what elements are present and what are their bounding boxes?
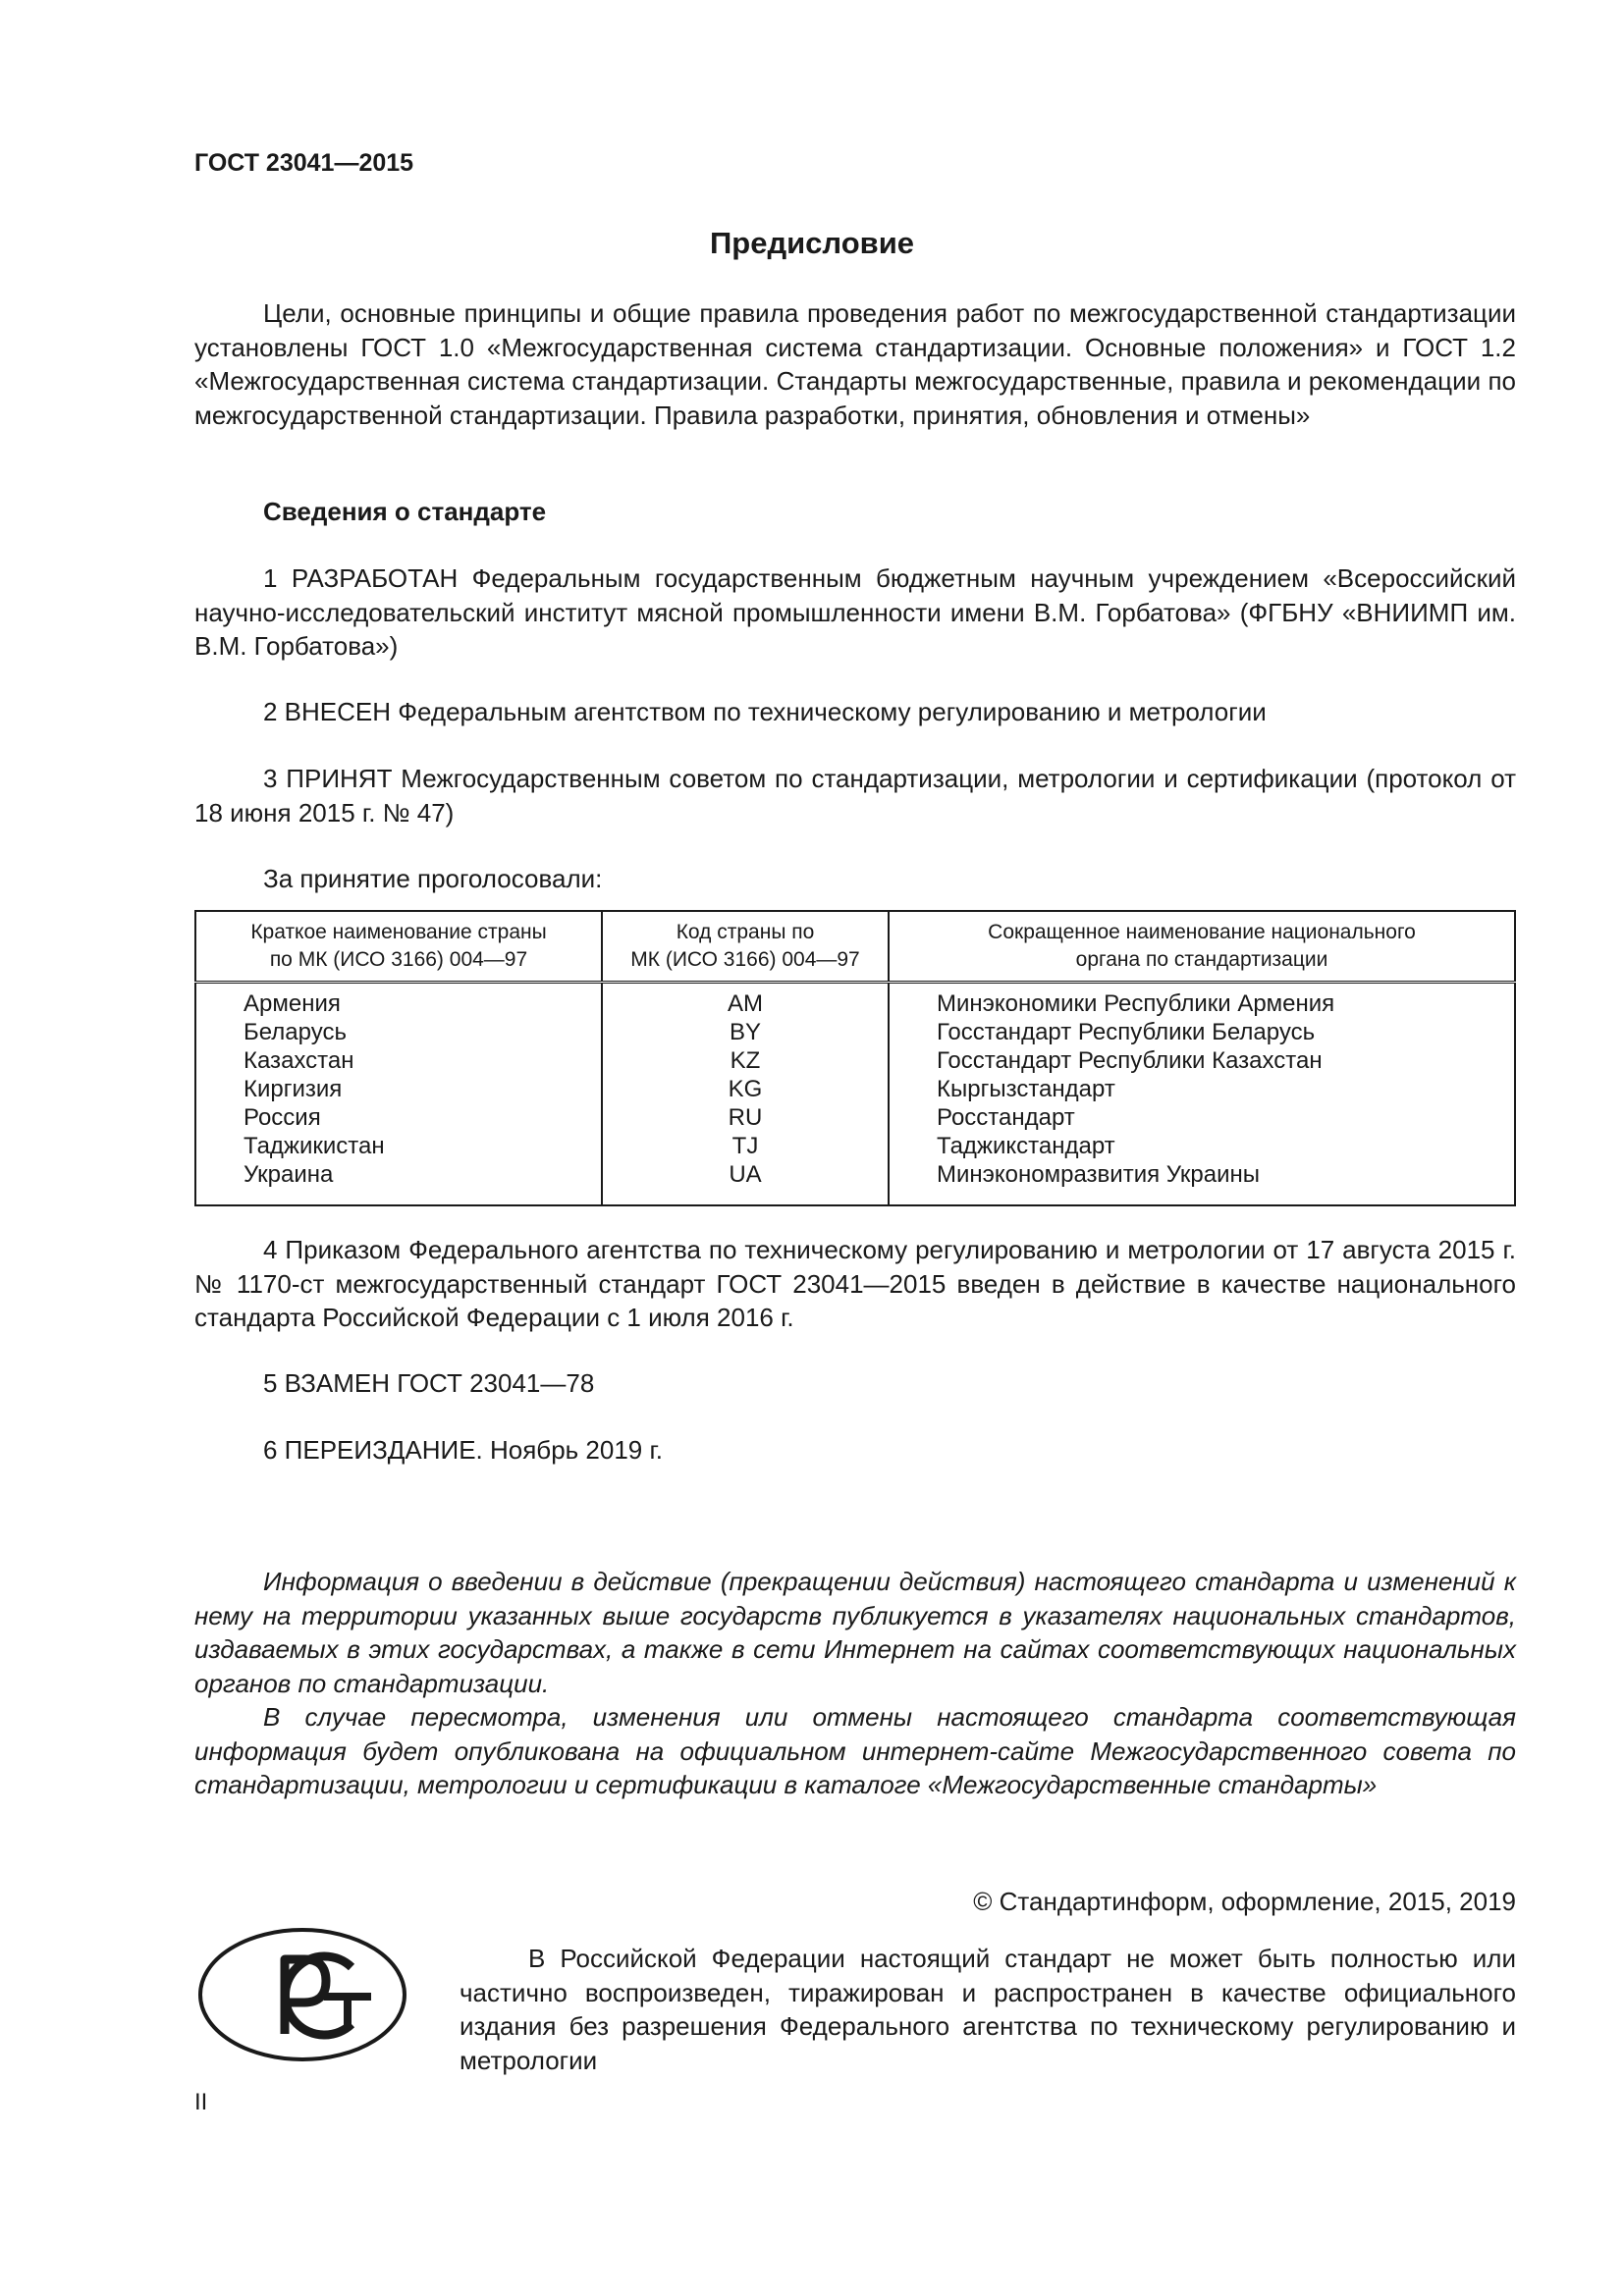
- item-4-order: 4 Приказом Федерального агентства по техническому регулированию и метрологии от 17 августа 2015 г. № 1170-ст межгосударственный стандарт ГОСТ 23041—2015 введен в действие в качестве национального стандарта Российской Федерации с 1 июля 2016 г.: [194, 1235, 1516, 1332]
- item-6-reissue: 6 ПЕРЕИЗДАНИЕ. Ноябрь 2019 г.: [263, 1435, 664, 1465]
- country-cell: Армения Беларусь Казахстан Киргизия Россия Таджикистан Украина: [195, 983, 602, 1206]
- item-2-introduced: 2 ВНЕСЕН Федеральным агентством по техническому регулированию и метрологии: [263, 697, 1267, 726]
- vote-label: За принятие проголосовали:: [263, 864, 603, 893]
- rst-certification-mark-icon: [194, 1924, 410, 2071]
- table-header-row: [195, 911, 1515, 983]
- notice-paragraph-1: Информация о введении в действие (прекращении действия) настоящего стандарта и изменений к нему на территории указанных выше государств публикуется в указателях национальных стандартов, издаваемых в этих государствах, а также в сети Интернет на сайтах соответствующих национальных органов по стандартизации.: [194, 1567, 1516, 1698]
- voting-countries-table: [194, 910, 1516, 1206]
- section-heading: Сведения о стандарте: [263, 497, 547, 526]
- header-country-name: Краткое наименование страны по МК (ИСО 3166) 004—97: [195, 911, 602, 983]
- preface-intro: Цели, основные принципы и общие правила проведения работ по межгосударственной стандартизации установлены ГОСТ 1.0 «Межгосударственная система стандартизации. Основные положения» и ГОСТ 1.2 «Межгосударственная система стандартизации. Стандарты межгосударственные, правила и рекомендации по межгосударственной стандартизации. Правила разработки, принятия, обновления и отмены»: [194, 298, 1516, 430]
- rights-statement: В Российской Федерации настоящий стандарт не может быть полностью или частично воспроизведен, тиражирован и распространен в качестве официального издания без разрешения Федерального агентства по техническому регулированию и метрологии: [460, 1944, 1516, 2075]
- item-5-replaces: 5 ВЗАМЕН ГОСТ 23041—78: [263, 1368, 595, 1398]
- item-1-developed: 1 РАЗРАБОТАН Федеральным государственным бюджетным научным учреждением «Всероссийский научно-исследовательский институт мясной промышленности имени В.М. Горбатова» (ФГБНУ «ВНИИМП им. В.М. Горбатова»): [194, 563, 1516, 661]
- header-country-code: Код страны по МК (ИСО 3166) 004—97: [602, 911, 889, 983]
- table-row: [195, 983, 1515, 1206]
- code-cell: AM BY KZ KG RU TJ UA: [602, 983, 889, 1206]
- item-3-adopted: 3 ПРИНЯТ Межгосударственным советом по стандартизации, метрологии и сертификации (протокол от 18 июня 2015 г. № 47): [194, 764, 1516, 828]
- notice-paragraph-2: В случае пересмотра, изменения или отмены настоящего стандарта соответствующая информация будет опубликована на официальном интернет-сайте Межгосударственного совета по стандартизации, метрологии и сертификации в каталоге «Межгосударственные стандарты»: [194, 1702, 1516, 1799]
- copyright: © Стандартинформ, оформление, 2015, 2019: [973, 1887, 1516, 1916]
- page-number: II: [194, 2089, 208, 2115]
- document-code: ГОСТ 23041—2015: [194, 149, 414, 177]
- preface-title: Предисловие: [709, 226, 914, 260]
- header-standards-body: Сокращенное наименование национального органа по стандартизации: [889, 911, 1515, 983]
- agency-cell: Минэкономики Республики Армения Госстандарт Республики Беларусь Госстандарт Республики Казахстан Кыргызстандарт Росстандарт Таджикстандарт Минэкономразвития Украины: [889, 983, 1515, 1206]
